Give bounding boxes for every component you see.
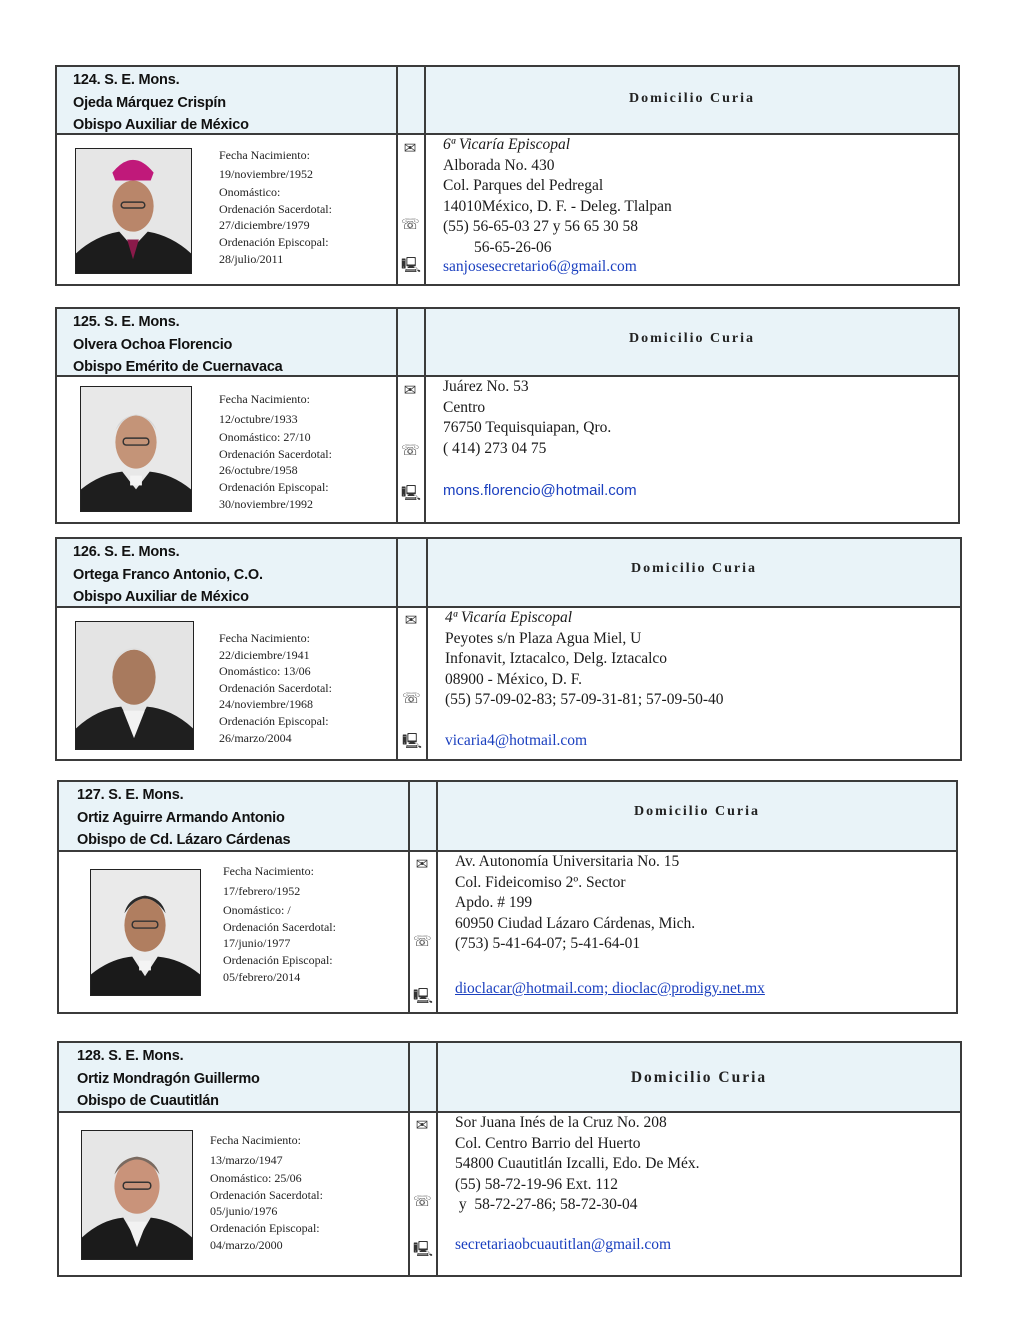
portrait-photo [75, 148, 192, 274]
address-line: Apdo. # 199 [455, 894, 533, 911]
entry-position: Obispo Auxiliar de México [73, 117, 249, 133]
entry-title-block [73, 311, 283, 379]
ordination-priest-value: 27/diciembre/1979 [219, 218, 310, 233]
computer-icon: 🖳 [413, 1240, 434, 1258]
entry-name: Ortiz Mondragón Guillermo [77, 1070, 260, 1087]
address-line: 60950 Ciudad Lázaro Cárdenas, Mich. [455, 914, 696, 932]
domicilio-curia-heading: Domicilio Curia [630, 1069, 768, 1086]
directory-entry [55, 307, 960, 524]
address-line: Centro [443, 398, 486, 416]
ordination-priest-value: 17/junio/1977 [223, 936, 291, 951]
telephone-icon: ☏ [401, 441, 420, 459]
address-line: 54800 Cuautitlán Izcalli, Edo. De Méx. [455, 1155, 700, 1172]
onomastico: Onomástico: 25/06 [210, 1171, 302, 1186]
ordination-priest-label: Ordenación Sacerdotal: [219, 446, 332, 461]
entry-name: Olvera Ochoa Florencio [73, 336, 233, 353]
portrait-photo [81, 1130, 193, 1260]
computer-icon: 🖳 [401, 256, 422, 274]
telephone-icon: ☏ [402, 689, 421, 707]
address-line: Col. Parques del Pedregal [443, 177, 604, 194]
portrait-photo [75, 621, 194, 750]
address-line: Infonavit, Iztacalco, Delg. Iztacalco [445, 650, 668, 667]
onomastico: Onomástico: 27/10 [219, 430, 311, 445]
ordination-bishop-value: 05/febrero/2014 [223, 969, 301, 984]
entry-position: Obispo de Cd. Lázaro Cárdenas [77, 832, 291, 848]
ordination-bishop-value: 04/marzo/2000 [210, 1237, 283, 1252]
birth-date-label: Fecha Nacimiento: [223, 864, 314, 878]
ordination-bishop-label: Ordenación Episcopal: [219, 234, 329, 249]
entry-name: Ortega Franco Antonio, C.O. [73, 566, 263, 583]
entry-number-title: 126. S. E. Mons. [73, 544, 180, 560]
entry-name: Ortiz Aguirre Armando Antonio [77, 809, 285, 826]
dates-block [219, 147, 332, 267]
address-block [455, 852, 695, 955]
domicilio-curia-heading: Domicilio Curia [628, 331, 756, 346]
portrait-photo [90, 869, 201, 996]
birth-date-value: 19/noviembre/1952 [219, 166, 313, 181]
envelope-icon: ✉ [403, 139, 417, 157]
phone-line: (753) 5-41-64-07; 5-41-64-01 [455, 935, 641, 952]
ordination-bishop-value: 26/marzo/2004 [219, 730, 292, 745]
address-line: Juárez No. 53 [443, 378, 529, 395]
birth-date-label: Fecha Nacimiento: [210, 1133, 301, 1147]
ordination-priest-value: 26/octubre/1958 [219, 463, 298, 478]
address-line: Av. Autonomía Universitaria No. 15 [455, 853, 680, 870]
computer-icon: 🖳 [401, 484, 422, 502]
envelope-icon: ✉ [415, 855, 429, 873]
portrait-photo [80, 386, 192, 512]
email-link[interactable]: vicaria4@hotmail.com [445, 732, 588, 749]
address-block [455, 1113, 700, 1216]
phone-line: (55) 56-65-03 27 y 56 65 30 58 [443, 218, 639, 235]
ordination-bishop-value: 30/noviembre/1992 [219, 496, 313, 511]
address-line: Col. Fideicomiso 2º. Sector [455, 873, 626, 891]
birth-date-value: 22/diciembre/1941 [219, 647, 310, 662]
phone-line: (55) 58-72-19-96 Ext. 112 [455, 1175, 619, 1193]
entry-number-title: 127. S. E. Mons. [77, 787, 184, 803]
onomastico: Onomástico: 13/06 [219, 664, 311, 679]
address-block [443, 135, 672, 258]
dates-block [219, 391, 332, 512]
birth-date-label: Fecha Nacimiento: [219, 392, 310, 406]
directory-entry [55, 537, 962, 761]
dates-block [223, 863, 336, 985]
telephone-icon: ☏ [413, 1192, 432, 1210]
address-line: Col. Centro Barrio del Huerto [455, 1134, 641, 1152]
address-line: 14010México, D. F. - Deleg. Tlalpan [443, 197, 672, 215]
address-line: Alborada No. 430 [443, 156, 555, 174]
ordination-bishop-label: Ordenación Episcopal: [219, 713, 329, 728]
entry-title-block [73, 541, 263, 609]
phone-line: (55) 57-09-02-83; 57-09-31-81; 57-09-50-40 [445, 691, 724, 708]
ordination-priest-label: Ordenación Sacerdotal: [219, 680, 332, 695]
envelope-icon: ✉ [415, 1116, 429, 1134]
entry-position: Obispo de Cuautitlán [77, 1093, 219, 1109]
phone-line: y 58-72-27-86; 58-72-30-04 [455, 1196, 638, 1213]
ordination-bishop-label: Ordenación Episcopal: [210, 1220, 320, 1235]
entry-title-block [77, 1045, 260, 1113]
phone-line: ( 414) 273 04 75 [443, 439, 547, 457]
phone-line: 56-65-26-06 [443, 238, 552, 256]
address-line: 08900 - México, D. F. [445, 670, 582, 688]
address-line: Sor Juana Inés de la Cruz No. 208 [455, 1114, 667, 1131]
birth-date-value: 12/octubre/1933 [219, 411, 298, 426]
directory-entry [57, 1041, 962, 1277]
dates-block [219, 630, 332, 746]
entry-title-block [77, 784, 290, 852]
computer-icon: 🖳 [413, 987, 434, 1005]
onomastico: Onomástico: [219, 185, 281, 200]
birth-date-value: 13/marzo/1947 [210, 1152, 283, 1167]
email-link[interactable]: secretariaobcuautitlan@gmail.com [455, 1236, 672, 1253]
ordination-bishop-label: Ordenación Episcopal: [223, 952, 333, 967]
entry-position: Obispo Auxiliar de México [73, 589, 249, 605]
address-line: Peyotes s/n Plaza Agua Miel, U [445, 629, 642, 647]
computer-icon: 🖳 [402, 732, 423, 750]
envelope-icon: ✉ [404, 611, 418, 629]
entry-position: Obispo Emérito de Cuernavaca [73, 359, 283, 375]
ordination-priest-label: Ordenación Sacerdotal: [219, 201, 332, 216]
dates-block [210, 1132, 323, 1253]
ordination-priest-label: Ordenación Sacerdotal: [210, 1187, 323, 1202]
entry-number-title: 125. S. E. Mons. [73, 314, 180, 330]
telephone-icon: ☏ [413, 932, 432, 950]
directory-entry [55, 65, 960, 286]
entry-name: Ojeda Márquez Crispín [73, 94, 226, 111]
email-link[interactable]: mons.florencio@hotmail.com [443, 482, 637, 499]
email-link[interactable]: sanjosesecretario6@gmail.com [443, 258, 637, 275]
birth-date-value: 17/febrero/1952 [223, 883, 301, 898]
entry-number-title: 124. S. E. Mons. [73, 72, 180, 88]
birth-date-label: Fecha Nacimiento: [219, 631, 310, 645]
birth-date-label: Fecha Nacimiento: [219, 148, 310, 162]
domicilio-curia-heading: Domicilio Curia [630, 561, 758, 576]
domicilio-curia-heading: Domicilio Curia [628, 91, 756, 106]
address-line: 76750 Tequisquiapan, Qro. [443, 419, 612, 436]
ordination-priest-value: 24/noviembre/1968 [219, 697, 313, 712]
domicilio-curia-heading: Domicilio Curia [633, 804, 761, 819]
address-block [445, 608, 724, 711]
address-line: 4ª Vicaría Episcopal [445, 609, 573, 626]
ordination-bishop-label: Ordenación Episcopal: [219, 479, 329, 494]
ordination-bishop-value: 28/julio/2011 [219, 251, 284, 266]
directory-entry [57, 780, 958, 1014]
ordination-priest-label: Ordenación Sacerdotal: [223, 919, 336, 934]
envelope-icon: ✉ [403, 381, 417, 399]
email-link[interactable]: dioclacar@hotmail.com; dioclac@prodigy.net.mx [455, 980, 765, 997]
address-line: 6ª Vicaría Episcopal [443, 136, 571, 153]
entry-title-block [73, 69, 249, 137]
telephone-icon: ☏ [401, 215, 420, 233]
entry-number-title: 128. S. E. Mons. [77, 1048, 184, 1064]
onomastico: Onomástico: / [223, 903, 291, 918]
ordination-priest-value: 05/junio/1976 [210, 1204, 278, 1219]
address-block [443, 377, 611, 459]
